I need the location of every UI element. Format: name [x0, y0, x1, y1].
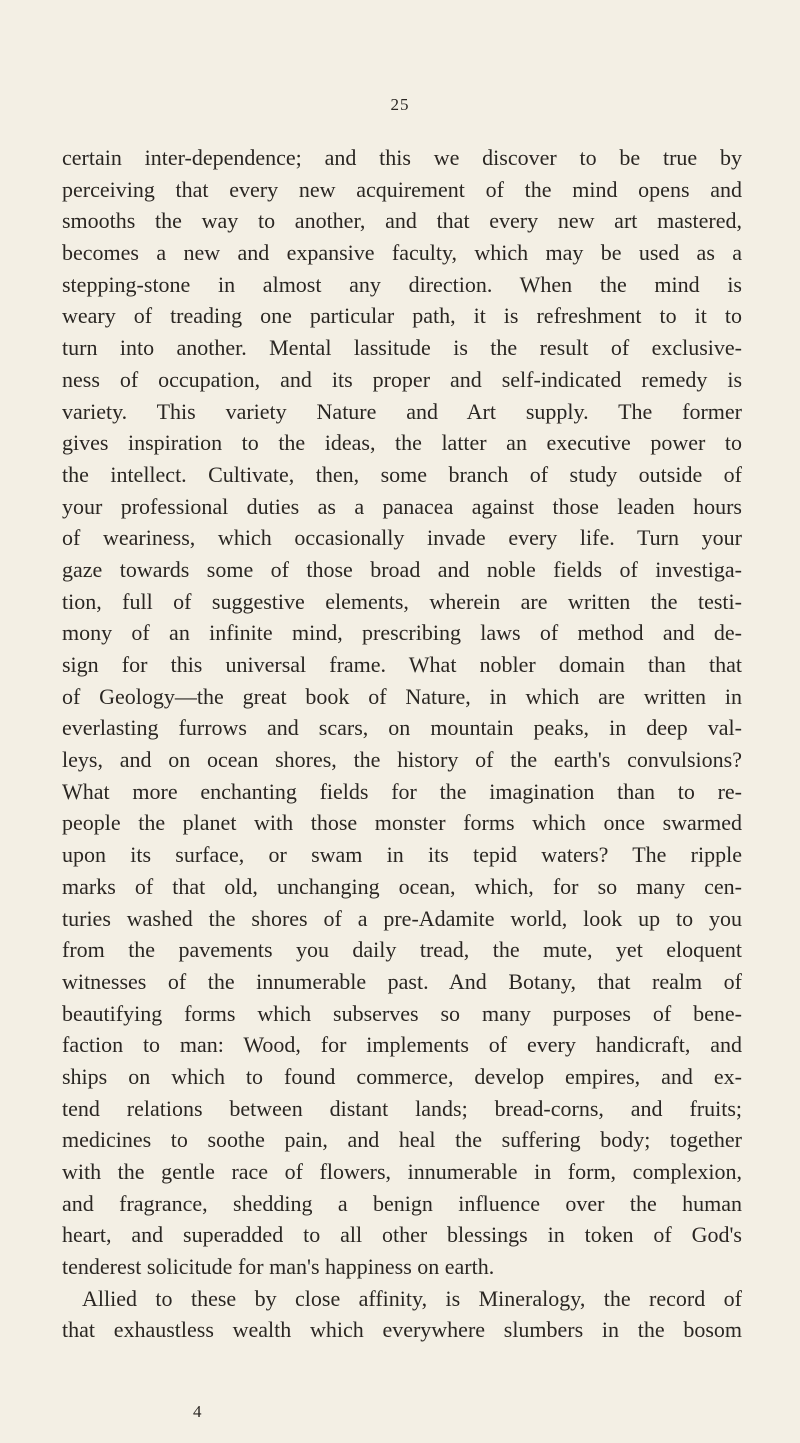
text-line: of weariness, which occasionally invade every life. Turn your: [62, 525, 742, 551]
text-line: beautifying forms which subserves so many purposes of bene-: [62, 1000, 742, 1026]
text-line: medicines to soothe pain, and heal the suffering body; together: [62, 1127, 742, 1153]
text-line: turies washed the shores of a pre-Adamite world, look up to you: [62, 905, 742, 931]
text-line: ships on which to found commerce, develop empires, and ex-: [62, 1063, 742, 1089]
text-line: gives inspiration to the ideas, the latter an executive power to: [62, 430, 742, 456]
page-number: 25: [390, 95, 410, 114]
text-line: of Geology—the great book of Nature, in which are written in: [62, 683, 742, 709]
text-line: gaze towards some of those broad and noble fields of investiga-: [62, 556, 742, 582]
text-line: that exhaustless wealth which everywhere slumbers in the bosom: [62, 1317, 742, 1343]
body-text: [62, 142, 742, 1346]
text-line: stepping-stone in almost any direction. When the mind is: [62, 271, 742, 297]
text-line: upon its surface, or swam in its tepid waters? The ripple: [62, 842, 742, 868]
text-line: tion, full of suggestive elements, wherein are written the testi-: [62, 588, 742, 614]
text-line: faction to man: Wood, for implements of every handicraft, and: [62, 1032, 742, 1058]
text-line: turn into another. Mental lassitude is the result of exclusive-: [62, 335, 742, 361]
text-line: everlasting furrows and scars, on mountain peaks, in deep val-: [62, 715, 742, 741]
text-line: certain inter-dependence; and this we discover to be true by: [62, 145, 742, 170]
text-line: variety. This variety Nature and Art supply. The former: [62, 398, 742, 424]
text-line: sign for this universal frame. What nobler domain than that: [62, 652, 742, 677]
text-line: perceiving that every new acquirement of the mind opens and: [62, 176, 742, 202]
text-line: mony of an infinite mind, prescribing laws of method and de-: [62, 620, 742, 646]
text-line: smooths the way to another, and that every new art mastered,: [62, 208, 742, 234]
text-line: becomes a new and expansive faculty, which may be used as a: [62, 240, 742, 266]
text-line: ness of occupation, and its proper and self-indicated remedy is: [62, 366, 742, 392]
paragraph-end-line: tenderest solicitude for man's happiness on earth.: [62, 1254, 495, 1280]
text-line: tend relations between distant lands; bread-corns, and fruits;: [62, 1095, 742, 1121]
text-line: weary of treading one particular path, it is refreshment to it to: [62, 303, 742, 329]
text-line: witnesses of the innumerable past. And Botany, that realm of: [62, 968, 742, 994]
paragraph-start-line: Allied to these by close affinity, is Mineralogy, the record of: [82, 1285, 742, 1311]
text-line: your professional duties as a panacea against those leaden hours: [62, 493, 742, 519]
text-line: marks of that old, unchanging ocean, which, for so many cen-: [62, 873, 742, 899]
text-line: and fragrance, shedding a benign influence over the human: [62, 1190, 742, 1216]
text-line: people the planet with those monster forms which once swarmed: [62, 810, 742, 836]
text-line: from the pavements you daily tread, the mute, yet eloquent: [62, 937, 742, 963]
text-line: What more enchanting fields for the imagination than to re-: [62, 778, 742, 804]
signature-mark: 4: [193, 1402, 202, 1421]
text-line: heart, and superadded to all other blessings in token of God's: [62, 1222, 742, 1248]
text-line: the intellect. Cultivate, then, some branch of study outside of: [62, 461, 742, 487]
text-line: with the gentle race of flowers, innumerable in form, complexion,: [62, 1159, 742, 1184]
text-line: leys, and on ocean shores, the history of the earth's convulsions?: [62, 747, 742, 773]
